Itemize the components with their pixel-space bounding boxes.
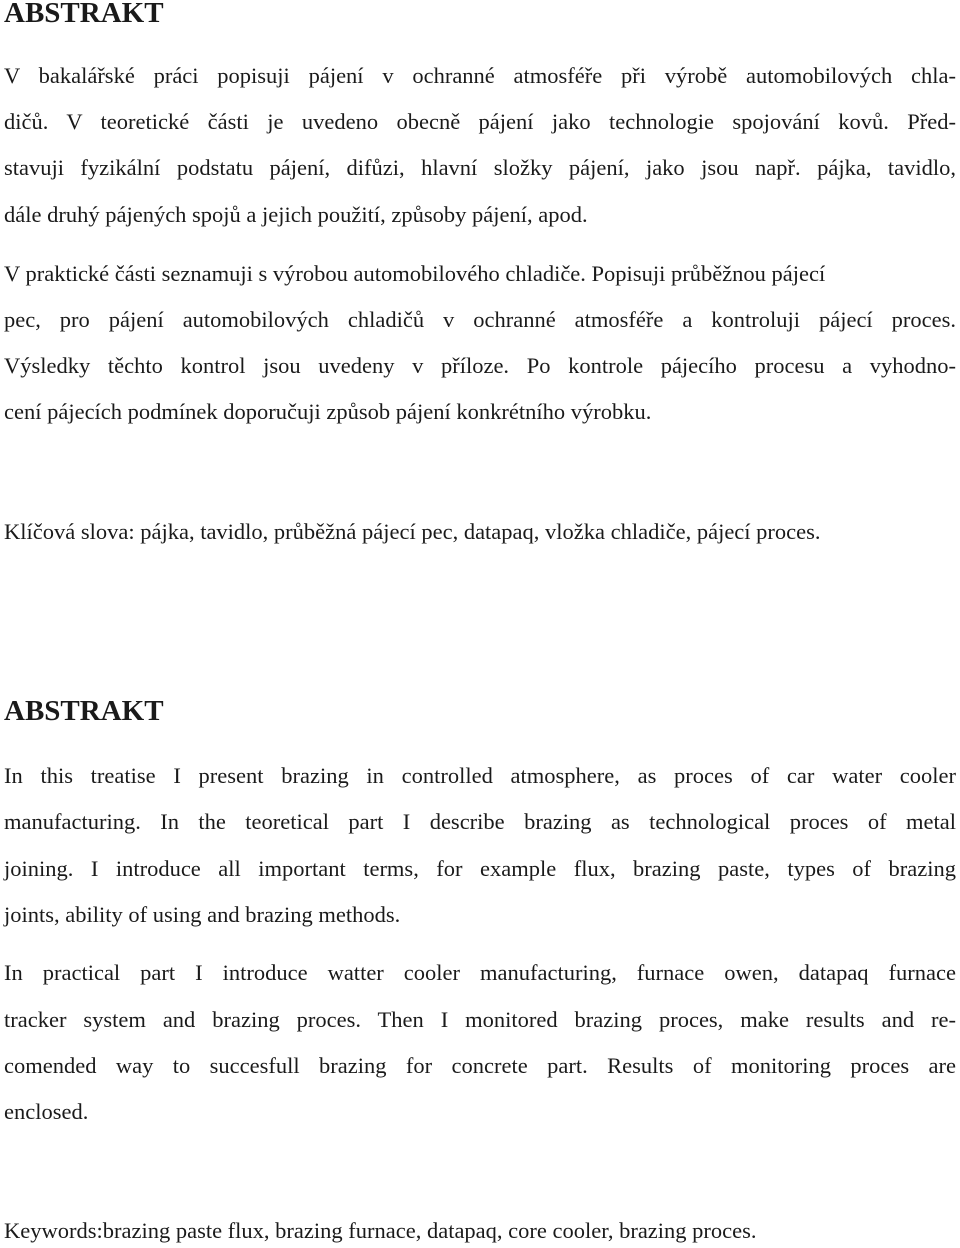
- en-paragraph-1-line: manufacturing. In the teoretical part I describe brazing as technological proces of metal: [4, 809, 956, 834]
- en-paragraph-2-line: In practical part I introduce watter cooler manufacturing, furnace owen, datapaq furnace: [4, 960, 956, 985]
- en-paragraph-1-line: In this treatise I present brazing in controlled atmosphere, as proces of car water cooler: [4, 763, 956, 788]
- en-paragraph-2-line: enclosed.: [4, 1099, 89, 1124]
- cz-keywords: Klíčová slova: pájka, tavidlo, průběžná pájecí pec, datapaq, vložka chladiče, pájecí proces.: [4, 519, 821, 544]
- cz-paragraph-2-line: pec, pro pájení automobilových chladičů v ochranné atmosféře a kontroluji pájecí proces.: [4, 307, 956, 332]
- en-paragraph-2-line: tracker system and brazing proces. Then I monitored brazing proces, make results and re-: [4, 1007, 956, 1032]
- cz-paragraph-2-line: V praktické části seznamuji s výrobou automobilového chladiče. Popisuji průběžnou pájecí: [4, 261, 826, 286]
- en-paragraph-2-line: comended way to succesfull brazing for concrete part. Results of monitoring proces are: [4, 1053, 956, 1078]
- heading-abstrakt-cz: ABSTRAKT: [4, 0, 164, 29]
- en-paragraph-1-line: joints, ability of using and brazing methods.: [4, 902, 401, 927]
- cz-paragraph-1-line: dále druhý pájených spojů a jejich použití, způsoby pájení, apod.: [4, 202, 588, 227]
- cz-paragraph-1-line: V bakalářské práci popisuji pájení v ochranné atmosféře při výrobě automobilových chla-: [4, 63, 956, 88]
- cz-paragraph-2-line: Výsledky těchto kontrol jsou uvedeny v příloze. Po kontrole pájecího procesu a vyhodno-: [4, 353, 956, 378]
- heading-abstrakt-en: ABSTRAKT: [4, 695, 164, 727]
- cz-paragraph-2-line: cení pájecích podmínek doporučuji způsob pájení konkrétního výrobku.: [4, 399, 652, 424]
- cz-paragraph-1-line: stavuji fyzikální podstatu pájení, difůzi, hlavní složky pájení, jako jsou např. pájka, tavidlo,: [4, 155, 956, 180]
- cz-paragraph-1-line: dičů. V teoretické části je uvedeno obecně pájení jako technologie spojování kovů. Před-: [4, 109, 956, 134]
- en-keywords: Keywords:brazing paste flux, brazing furnace, datapaq, core cooler, brazing proces.: [4, 1218, 757, 1243]
- en-paragraph-1-line: joining. I introduce all important terms, for example flux, brazing paste, types of brazing: [4, 856, 956, 881]
